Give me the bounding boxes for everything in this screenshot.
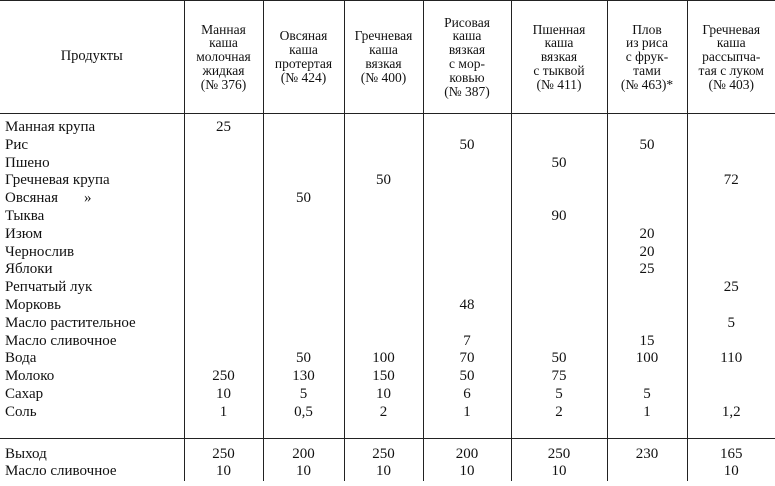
product-name: Вода	[5, 350, 37, 367]
column-header	[607, 1, 687, 114]
product-name-cell	[0, 368, 184, 386]
column-header-line: (№ 387)	[444, 83, 490, 99]
product-name: Рис	[5, 136, 29, 153]
quantity-cell	[344, 279, 423, 297]
quantity-cell: 10	[687, 463, 775, 481]
table-row	[0, 119, 775, 137]
quantity-cell: 90	[511, 208, 607, 226]
quantity-cell: 6	[423, 386, 511, 404]
quantity-cell	[184, 244, 263, 262]
column-header	[263, 1, 344, 114]
column-header-line: вязкая	[540, 49, 578, 65]
table-row	[0, 244, 775, 262]
quantity-cell	[184, 155, 263, 173]
quantity-cell	[344, 333, 423, 351]
quantity-cell	[263, 244, 344, 262]
quantity-cell	[263, 279, 344, 297]
product-name-cell	[0, 226, 184, 244]
quantity-cell	[687, 119, 775, 137]
quantity-cell	[511, 279, 607, 297]
quantity-cell	[184, 315, 263, 333]
table-body	[0, 114, 775, 482]
quantity-cell	[344, 261, 423, 279]
column-header-line: Плов	[632, 21, 662, 37]
quantity-cell: 20	[607, 226, 687, 244]
quantity-cell: 200	[263, 446, 344, 464]
quantity-cell: 5	[687, 315, 775, 333]
quantity-cell: 10	[344, 386, 423, 404]
product-name: Тыква	[5, 207, 45, 224]
quantity-cell	[607, 208, 687, 226]
quantity-cell	[344, 190, 423, 208]
table-row	[0, 368, 775, 386]
quantity-cell	[423, 155, 511, 173]
quantity-cell	[687, 226, 775, 244]
quantity-cell: 10	[511, 463, 607, 481]
quantity-cell	[687, 190, 775, 208]
table-row	[0, 155, 775, 173]
quantity-cell: 50	[511, 155, 607, 173]
quantity-cell	[184, 172, 263, 190]
product-name: Манная крупа	[5, 119, 96, 135]
quantity-cell	[687, 368, 775, 386]
column-header-line: (№ 403)	[708, 76, 754, 92]
quantity-cell	[344, 315, 423, 333]
table-row	[0, 404, 775, 422]
quantity-cell: 250	[184, 446, 263, 464]
quantity-cell	[687, 155, 775, 173]
column-header-line: жидкая	[202, 62, 245, 78]
product-name-cell	[0, 333, 184, 351]
quantity-cell: 100	[607, 350, 687, 368]
quantity-cell: 15	[607, 333, 687, 351]
quantity-cell	[687, 208, 775, 226]
quantity-cell	[687, 386, 775, 404]
quantity-cell	[511, 226, 607, 244]
column-header-line: Пшенная	[532, 21, 586, 37]
quantity-cell	[344, 137, 423, 155]
quantity-cell	[263, 333, 344, 351]
quantity-cell	[423, 172, 511, 190]
product-name-cell	[0, 119, 184, 137]
column-header-line: из риса	[625, 35, 669, 51]
product-name: Масло растительное	[5, 314, 136, 331]
quantity-cell	[607, 279, 687, 297]
quantity-cell	[511, 190, 607, 208]
product-name-cell	[0, 172, 184, 190]
quantity-cell	[511, 119, 607, 137]
quantity-cell: 10	[263, 463, 344, 481]
column-header	[511, 1, 607, 114]
quantity-cell	[607, 172, 687, 190]
quantity-cell: 10	[423, 463, 511, 481]
quantity-cell	[344, 297, 423, 315]
quantity-cell	[423, 119, 511, 137]
quantity-cell	[263, 172, 344, 190]
table-footer-row	[0, 463, 775, 481]
product-name-cell	[0, 404, 184, 422]
quantity-cell: 150	[344, 368, 423, 386]
product-name: Выход	[5, 445, 47, 462]
product-name-cell	[0, 190, 184, 208]
quantity-cell: 70	[423, 350, 511, 368]
product-name: Масло сливочное	[5, 463, 117, 480]
product-name-cell	[0, 463, 184, 481]
quantity-cell: 200	[423, 446, 511, 464]
product-name-cell	[0, 279, 184, 297]
quantity-cell: 25	[687, 279, 775, 297]
quantity-cell	[511, 261, 607, 279]
quantity-cell	[687, 137, 775, 155]
column-header	[184, 1, 263, 114]
quantity-cell: 48	[423, 297, 511, 315]
quantity-cell	[511, 244, 607, 262]
column-header-line: с фрук-	[625, 49, 669, 65]
column-header-line: рассыпча-	[702, 49, 761, 65]
quantity-cell: 50	[263, 350, 344, 368]
table-row	[0, 386, 775, 404]
quantity-cell: 25	[184, 119, 263, 137]
table-row	[0, 315, 775, 333]
quantity-cell: 10	[184, 386, 263, 404]
quantity-cell	[423, 226, 511, 244]
quantity-cell	[184, 350, 263, 368]
quantity-cell: 50	[607, 137, 687, 155]
product-name-cell	[0, 446, 184, 464]
quantity-cell: 50	[511, 350, 607, 368]
table-row	[0, 190, 775, 208]
quantity-cell: 1	[423, 404, 511, 422]
table-row	[0, 172, 775, 190]
quantity-cell	[263, 297, 344, 315]
quantity-cell: 10	[344, 463, 423, 481]
quantity-cell: 100	[344, 350, 423, 368]
quantity-cell: 50	[423, 137, 511, 155]
quantity-cell	[263, 137, 344, 155]
quantity-cell	[184, 190, 263, 208]
product-name: Овсяная	[5, 190, 58, 207]
quantity-cell: 50	[423, 368, 511, 386]
column-header	[687, 1, 775, 114]
quantity-cell: 250	[511, 446, 607, 464]
quantity-cell	[184, 208, 263, 226]
quantity-cell: 10	[184, 463, 263, 481]
product-name-cell	[0, 155, 184, 173]
quantity-cell	[344, 155, 423, 173]
quantity-cell: 250	[184, 368, 263, 386]
product-name-cell	[0, 315, 184, 333]
column-header-line: каша	[452, 28, 482, 44]
quantity-cell	[607, 190, 687, 208]
quantity-cell	[184, 137, 263, 155]
quantity-cell	[344, 119, 423, 137]
product-name: Морковь	[5, 296, 61, 313]
column-header-line: каша	[716, 35, 746, 51]
quantity-cell: 5	[511, 386, 607, 404]
quantity-cell	[607, 119, 687, 137]
quantity-cell	[184, 261, 263, 279]
column-header-line: каша	[209, 35, 238, 51]
quantity-cell	[184, 333, 263, 351]
column-header-line: молочная	[196, 49, 251, 65]
quantity-cell	[263, 155, 344, 173]
quantity-cell	[184, 226, 263, 244]
quantity-cell	[184, 279, 263, 297]
quantity-cell: 50	[344, 172, 423, 190]
product-name: Изюм	[5, 225, 43, 242]
quantity-cell	[607, 315, 687, 333]
quantity-cell: 130	[263, 368, 344, 386]
quantity-cell	[344, 208, 423, 226]
column-header-line: вязкая	[365, 56, 402, 71]
quantity-cell	[511, 297, 607, 315]
product-name-cell	[0, 350, 184, 368]
quantity-cell: 165	[687, 446, 775, 464]
quantity-cell	[344, 226, 423, 244]
table-header-row	[0, 1, 775, 114]
column-header-line: (№ 400)	[360, 69, 407, 85]
quantity-cell	[423, 244, 511, 262]
quantity-cell: 1	[607, 404, 687, 422]
quantity-cell	[607, 463, 687, 481]
column-header-line: Рисовая	[444, 14, 490, 30]
column-header-line: протертая	[274, 56, 333, 71]
quantity-cell	[687, 244, 775, 262]
quantity-cell	[607, 368, 687, 386]
quantity-cell	[511, 315, 607, 333]
column-header-line: с мор-	[449, 56, 485, 71]
product-name-cell	[0, 386, 184, 404]
column-header-line: каша	[369, 42, 398, 58]
quantity-cell: 50	[263, 190, 344, 208]
column-header-line: тами	[633, 62, 661, 78]
column-header-line: (№ 376)	[200, 76, 247, 92]
quantity-cell: 5	[607, 386, 687, 404]
products-column-header: Продукты	[0, 1, 184, 114]
column-header-line: Манная	[201, 21, 246, 37]
column-header	[344, 1, 423, 114]
ditto-mark: »	[83, 190, 92, 207]
table-row	[0, 350, 775, 368]
quantity-cell: 72	[687, 172, 775, 190]
quantity-cell	[184, 297, 263, 315]
column-header-line: (№ 411)	[536, 76, 582, 92]
quantity-cell	[423, 208, 511, 226]
product-name-cell	[0, 244, 184, 262]
quantity-cell	[423, 279, 511, 297]
column-header	[423, 1, 511, 114]
quantity-cell	[607, 297, 687, 315]
quantity-cell	[423, 190, 511, 208]
quantity-cell	[511, 172, 607, 190]
column-header-line: ковью	[449, 69, 485, 85]
product-name: Яблоки	[5, 261, 53, 278]
quantity-cell	[687, 333, 775, 351]
column-header-line: каша	[289, 42, 318, 58]
table-row	[0, 226, 775, 244]
quantity-cell	[263, 315, 344, 333]
quantity-cell: 1	[184, 404, 263, 422]
product-name-cell	[0, 261, 184, 279]
quantity-cell: 7	[423, 333, 511, 351]
quantity-cell: 230	[607, 446, 687, 464]
quantity-cell	[511, 333, 607, 351]
column-header-line: (№ 463)*	[620, 76, 674, 92]
quantity-cell	[687, 261, 775, 279]
quantity-cell: 75	[511, 368, 607, 386]
table-row	[0, 297, 775, 315]
table-footer-row	[0, 446, 775, 464]
quantity-cell	[263, 119, 344, 137]
table-row	[0, 333, 775, 351]
table-spacer	[0, 422, 775, 439]
quantity-cell: 20	[607, 244, 687, 262]
table-row	[0, 261, 775, 279]
column-header-line: каша	[544, 35, 574, 51]
product-name-cell	[0, 297, 184, 315]
quantity-cell	[423, 315, 511, 333]
product-name: Гречневая крупа	[5, 172, 110, 189]
quantity-cell: 0,5	[263, 404, 344, 422]
quantity-cell: 250	[344, 446, 423, 464]
table-spacer	[0, 438, 775, 446]
table-row	[0, 208, 775, 226]
column-header-line: вязкая	[448, 42, 486, 58]
quantity-cell	[607, 155, 687, 173]
column-header-line: Гречневая	[702, 21, 761, 37]
quantity-cell	[263, 226, 344, 244]
product-name: Пшено	[5, 154, 50, 171]
column-header-line: Овсяная	[279, 28, 328, 44]
column-header-line: (№ 424)	[280, 69, 327, 85]
column-header-line: Гречневая	[354, 28, 413, 44]
product-name-cell	[0, 137, 184, 155]
quantity-cell: 1,2	[687, 404, 775, 422]
product-name-cell	[0, 208, 184, 226]
quantity-cell	[511, 137, 607, 155]
quantity-cell: 2	[344, 404, 423, 422]
quantity-cell	[423, 261, 511, 279]
product-name: Масло сливочное	[5, 332, 117, 349]
column-header-line: тая с луком	[698, 62, 764, 78]
quantity-cell	[263, 261, 344, 279]
table-row	[0, 279, 775, 297]
product-name: Соль	[5, 403, 37, 420]
product-name: Молоко	[5, 368, 55, 385]
quantity-cell: 25	[607, 261, 687, 279]
quantity-cell: 110	[687, 350, 775, 368]
column-header-line: с тыквой	[533, 62, 585, 78]
quantity-cell: 2	[511, 404, 607, 422]
quantity-cell	[344, 244, 423, 262]
quantity-cell	[687, 297, 775, 315]
quantity-cell	[263, 208, 344, 226]
product-name: Чернослив	[5, 243, 75, 260]
product-name: Сахар	[5, 385, 44, 402]
quantity-cell: 5	[263, 386, 344, 404]
table-row	[0, 137, 775, 155]
product-name: Репчатый лук	[5, 279, 93, 296]
